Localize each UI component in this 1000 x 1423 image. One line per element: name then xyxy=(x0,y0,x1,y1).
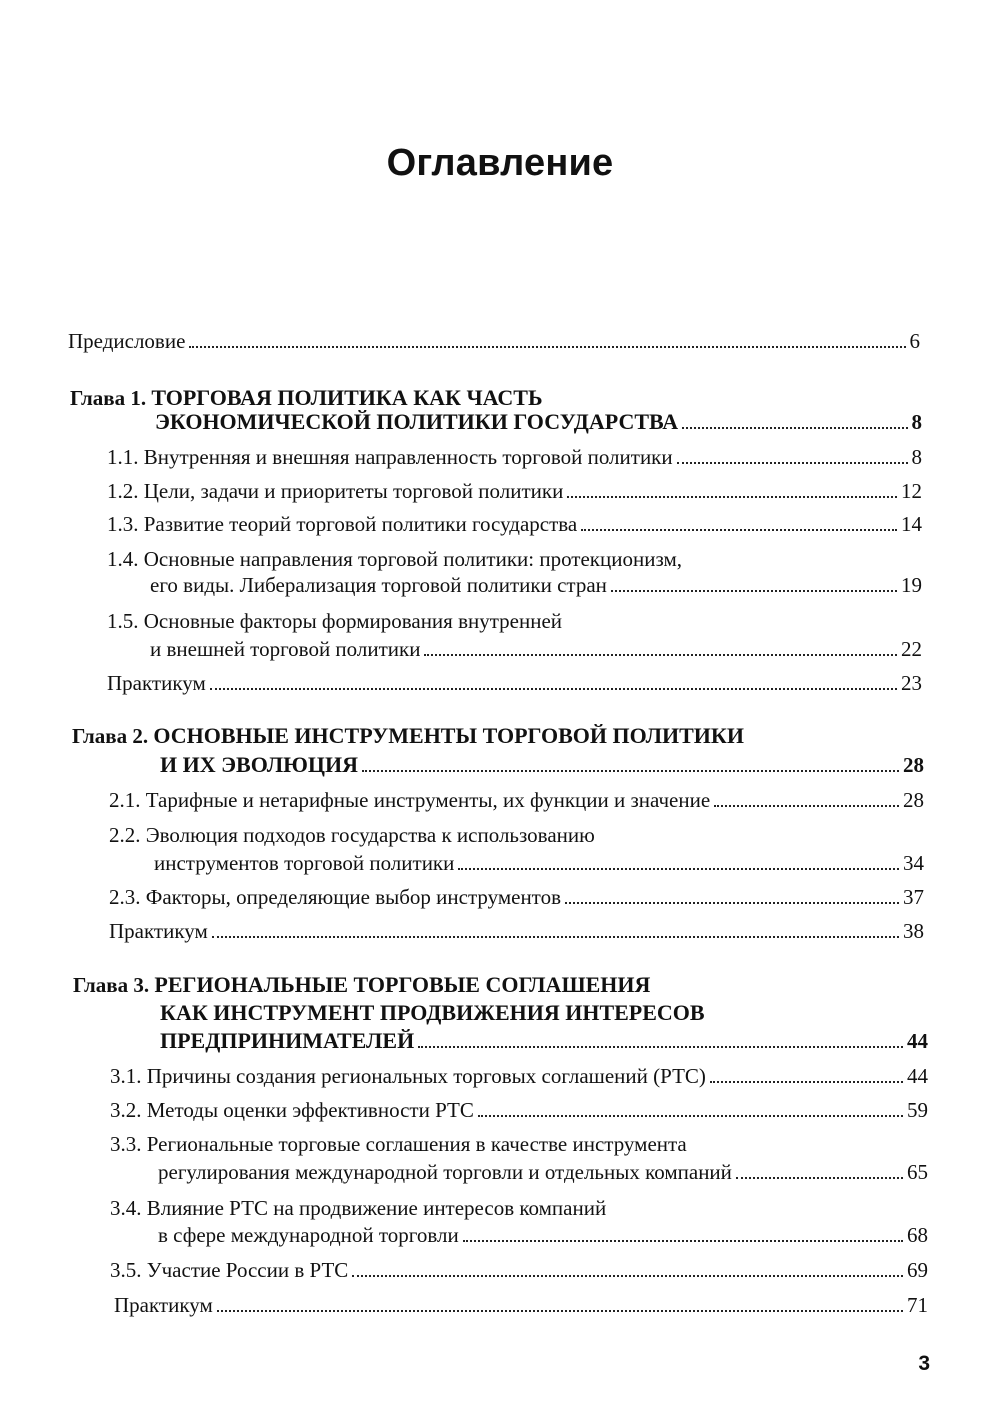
leader-dots xyxy=(682,427,907,429)
chapter-3-title-line2[interactable]: КАК ИНСТРУМЕНТ ПРОДВИЖЕНИЯ ИНТЕРЕСОВ xyxy=(160,1000,705,1025)
toc-label: 2.1. Тарифные и нетарифные инструменты, их функции и значение xyxy=(109,788,711,812)
toc-label: и внешней торговой политики xyxy=(150,637,421,661)
toc-label: 1.3. Развитие теорий торговой политики государства xyxy=(107,512,578,536)
toc-label: Практикум xyxy=(109,919,208,943)
chapter-1-heading[interactable] xyxy=(70,385,543,411)
leader-dots xyxy=(714,805,899,807)
toc-label: в сфере международной торговли xyxy=(158,1223,459,1247)
toc-page-number: 28 xyxy=(903,753,924,777)
chapter-1-prefix: Глава 1. xyxy=(70,386,147,410)
toc-page-number: 34 xyxy=(903,851,924,875)
chapter-3-title-line1: РЕГИОНАЛЬНЫЕ ТОРГОВЫЕ СОГЛАШЕНИЯ xyxy=(154,972,651,997)
chapter-3-heading-line3[interactable] xyxy=(160,1028,928,1054)
leader-dots xyxy=(418,1046,903,1048)
toc-label: 1.2. Цели, задачи и приоритеты торговой политики xyxy=(107,479,564,503)
toc-label: Практикум xyxy=(114,1293,213,1317)
chapter-2-heading-line2[interactable] xyxy=(160,752,924,778)
toc-entry-1-3[interactable] xyxy=(107,511,922,537)
toc-page-number: 71 xyxy=(907,1293,928,1317)
leader-dots xyxy=(567,496,897,498)
toc-page-number: 37 xyxy=(903,885,924,909)
toc-label: Предисловие xyxy=(68,329,186,353)
leader-dots xyxy=(189,346,905,348)
toc-label: инструментов торговой политики xyxy=(154,851,455,875)
leader-dots xyxy=(581,529,897,531)
toc-page-number: 14 xyxy=(901,512,922,536)
toc-entry-1-2[interactable] xyxy=(107,478,922,504)
toc-entry-1-5-line1[interactable]: 1.5. Основные факторы формирования внутренней xyxy=(107,609,563,633)
toc-entry-3-practicum[interactable] xyxy=(114,1292,928,1318)
toc-entry-3-3[interactable] xyxy=(158,1159,928,1185)
toc-entry-1-5[interactable] xyxy=(150,636,922,662)
toc-entry-3-4[interactable] xyxy=(158,1222,928,1248)
toc-page-number: 22 xyxy=(901,637,922,661)
toc-label: Практикум xyxy=(107,671,206,695)
toc-page-number: 44 xyxy=(907,1064,928,1088)
chapter-2-heading[interactable] xyxy=(72,723,744,749)
toc-entry-3-1[interactable] xyxy=(110,1063,928,1089)
chapter-3-prefix: Глава 3. xyxy=(73,973,150,997)
leader-dots xyxy=(362,770,899,772)
leader-dots xyxy=(210,688,897,690)
toc-label: 3.5. Участие России в РТС xyxy=(110,1258,349,1282)
chapter-2-title-line2: И ИХ ЭВОЛЮЦИЯ xyxy=(160,752,358,777)
leader-dots xyxy=(217,1310,903,1312)
toc-label: его виды. Либерализация торговой политики стран xyxy=(150,573,607,597)
toc-page-number: 19 xyxy=(901,573,922,597)
chapter-1-title-line2: ЭКОНОМИЧЕСКОЙ ПОЛИТИКИ ГОСУДАРСТВА xyxy=(155,409,679,434)
chapter-1-heading-line2[interactable] xyxy=(155,409,922,435)
leader-dots xyxy=(352,1275,903,1277)
chapter-2-prefix: Глава 2. xyxy=(72,724,149,748)
toc-entry-1-practicum[interactable] xyxy=(107,670,922,696)
toc-label: 3.2. Методы оценки эффективности РТС xyxy=(110,1098,474,1122)
toc-entry-3-5[interactable] xyxy=(110,1257,928,1283)
toc-entry-1-1[interactable] xyxy=(107,444,922,470)
toc-page-number: 12 xyxy=(901,479,922,503)
toc-entry-2-practicum[interactable] xyxy=(109,918,924,944)
toc-entry-3-3-line1[interactable]: 3.3. Региональные торговые соглашения в качестве инструмента xyxy=(110,1132,687,1156)
chapter-1-title-line1: ТОРГОВАЯ ПОЛИТИКА КАК ЧАСТЬ xyxy=(151,385,543,410)
toc-page-number: 44 xyxy=(907,1029,928,1053)
toc-page-number: 69 xyxy=(907,1258,928,1282)
toc-entry-preface[interactable] xyxy=(68,328,920,354)
leader-dots xyxy=(710,1081,903,1083)
toc-page-number: 23 xyxy=(901,671,922,695)
toc-entry-2-2[interactable] xyxy=(154,850,924,876)
page-number: 3 xyxy=(918,1352,930,1375)
leader-dots xyxy=(677,462,908,464)
toc-entry-1-4-line1[interactable]: 1.4. Основные направления торговой политики: протекционизм, xyxy=(107,547,682,571)
toc-label: регулирования международной торговли и отдельных компаний xyxy=(158,1160,732,1184)
toc-page-number: 8 xyxy=(911,445,922,469)
chapter-3-heading[interactable] xyxy=(73,972,650,998)
toc-entry-2-2-line1[interactable]: 2.2. Эволюция подходов государства к использованию xyxy=(109,823,595,847)
leader-dots xyxy=(424,654,897,656)
toc-entry-2-1[interactable] xyxy=(109,787,924,813)
toc-entry-2-3[interactable] xyxy=(109,884,924,910)
leader-dots xyxy=(212,936,899,938)
toc-page-number: 59 xyxy=(907,1098,928,1122)
toc-page-number: 68 xyxy=(907,1223,928,1247)
toc-entry-3-4-line1[interactable]: 3.4. Влияние РТС на продвижение интересов компаний xyxy=(110,1196,607,1220)
toc-page-number: 8 xyxy=(911,410,922,434)
chapter-3-title-line3: ПРЕДПРИНИМАТЕЛЕЙ xyxy=(160,1028,415,1053)
toc-page-number: 28 xyxy=(903,788,924,812)
toc-page-number: 38 xyxy=(903,919,924,943)
leader-dots xyxy=(478,1115,903,1117)
toc-entry-3-2[interactable] xyxy=(110,1097,928,1123)
toc-page-number: 65 xyxy=(907,1160,928,1184)
toc-label: 1.1. Внутренняя и внешняя направленность торговой политики xyxy=(107,445,673,469)
leader-dots xyxy=(458,868,899,870)
toc-label: 3.1. Причины создания региональных торговых соглашений (РТС) xyxy=(110,1064,706,1088)
toc-page-number: 6 xyxy=(909,329,920,353)
leader-dots xyxy=(463,1240,903,1242)
toc-entry-1-4[interactable] xyxy=(150,572,922,598)
leader-dots xyxy=(565,902,899,904)
leader-dots xyxy=(611,590,897,592)
leader-dots xyxy=(736,1177,903,1179)
toc-label: 2.3. Факторы, определяющие выбор инструментов xyxy=(109,885,561,909)
page-title: Оглавление xyxy=(386,142,614,184)
chapter-2-title-line1: ОСНОВНЫЕ ИНСТРУМЕНТЫ ТОРГОВОЙ ПОЛИТИКИ xyxy=(153,723,744,748)
